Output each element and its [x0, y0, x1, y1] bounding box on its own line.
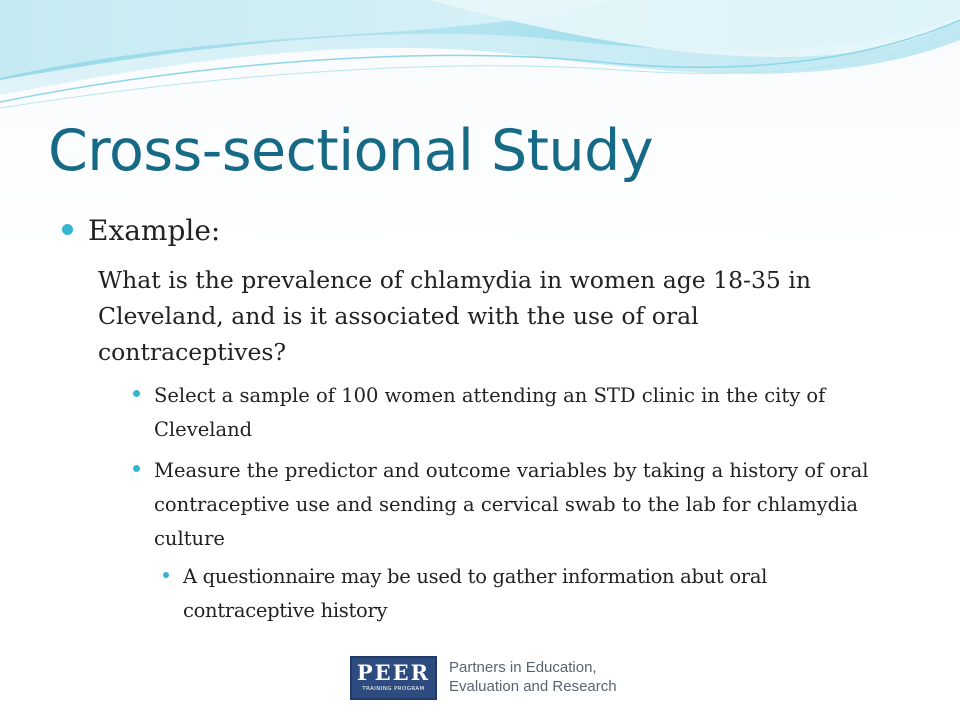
research-question: What is the prevalence of chlamydia in women age 18-35 in Cleveland, and is it associated with the use of oral contraceptives? — [98, 266, 811, 366]
peer-badge-subtitle: TRAINING PROGRAM — [362, 686, 425, 692]
peer-badge — [350, 656, 437, 700]
sub-bullet-text: Measure the predictor and outcome variables by taking a history of oral contraceptive use and sending a cervical swab to the lab for chlamydia culture — [154, 459, 869, 550]
peer-logo — [336, 641, 624, 713]
bullet-dot-icon — [133, 465, 140, 472]
bullet-dot-icon — [62, 224, 73, 235]
sub-bullet-text: Select a sample of 100 women attending an STD clinic in the city of Cleveland — [154, 384, 826, 441]
header-wave-decoration — [0, 0, 960, 120]
bullet-dot-icon — [133, 390, 140, 397]
sub-sub-bullet-text: A questionnaire may be used to gather information abut oral contraceptive history — [183, 565, 768, 622]
bullet-text: Example: — [88, 214, 221, 247]
org-name-line-2: Evaluation and Research — [449, 678, 617, 695]
bullet-dot-icon — [163, 572, 169, 578]
org-name-line-1: Partners in Education, — [449, 659, 597, 676]
peer-badge-word: PEER — [356, 660, 431, 685]
slide-title: Cross-sectional Study — [48, 118, 654, 184]
